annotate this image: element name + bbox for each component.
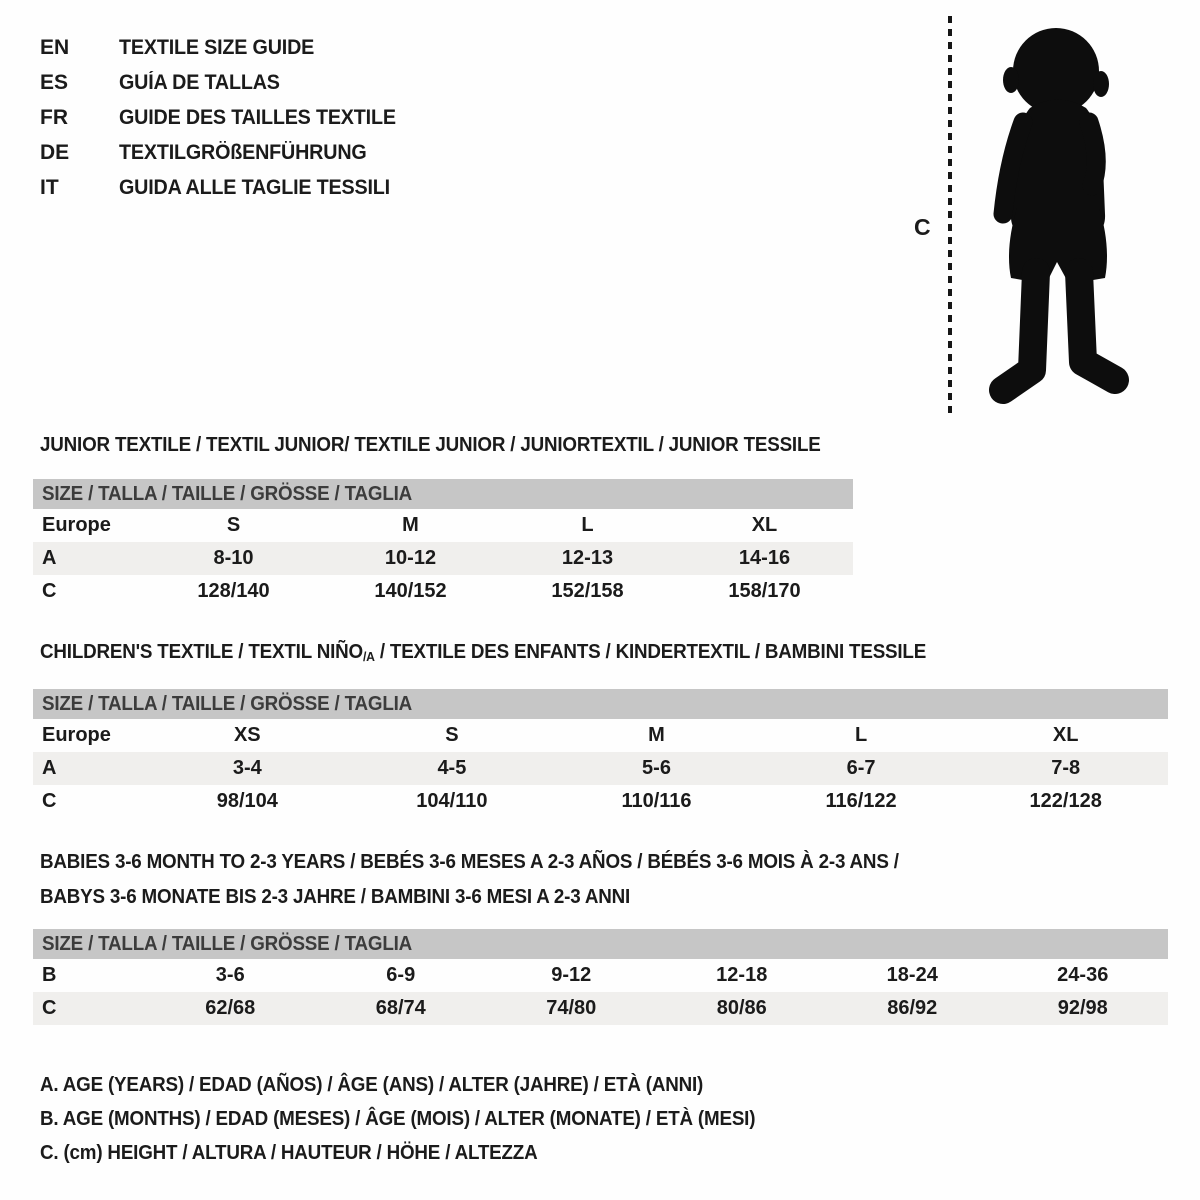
lang-title: TEXTILGRÖßENFÜHRUNG xyxy=(119,140,367,164)
table-cell: 152/158 xyxy=(551,580,624,602)
table-row-c xyxy=(33,785,1168,818)
babies-section-title xyxy=(40,845,954,915)
table-cell: S xyxy=(226,514,241,536)
table-cell: 122/128 xyxy=(1029,790,1102,812)
table-cell: XL xyxy=(751,514,778,536)
table-cell: M xyxy=(402,514,419,536)
table-cell: 3-6 xyxy=(215,964,245,986)
table-cell: 158/170 xyxy=(728,580,801,602)
table-cell: 74/80 xyxy=(546,997,597,1019)
lang-row-en xyxy=(40,30,413,65)
children-title-subscript: /A xyxy=(362,649,375,664)
table-cell: Europe xyxy=(42,514,111,536)
table-row-c xyxy=(33,992,1168,1025)
table-cell: C xyxy=(42,790,57,812)
measurement-legend xyxy=(40,1068,801,1170)
height-measure-dashed-line xyxy=(948,16,952,418)
lang-title: GUIDE DES TAILLES TEXTILE xyxy=(119,105,396,129)
table-cell: C xyxy=(42,580,57,602)
table-cell: L xyxy=(581,514,594,536)
table-cell: 128/140 xyxy=(197,580,270,602)
size-header-bar xyxy=(33,479,853,509)
legend-line-a: A. AGE (YEARS) / EDAD (AÑOS) / ÂGE (ANS) / ALTER (JAHRE) / ETÀ (ANNI) xyxy=(40,1074,704,1096)
table-cell: 6-9 xyxy=(386,964,416,986)
lang-code: FR xyxy=(40,105,68,129)
lang-code: DE xyxy=(40,140,70,164)
junior-size-table xyxy=(33,479,853,608)
children-section-title xyxy=(40,641,983,664)
children-title-pre: CHILDREN'S TEXTILE / TEXTIL NIÑO xyxy=(40,641,363,663)
lang-title: GUÍA DE TALLAS xyxy=(119,70,280,94)
table-cell: 116/122 xyxy=(825,790,897,812)
lang-title: TEXTILE SIZE GUIDE xyxy=(119,35,315,59)
table-row-europe xyxy=(33,719,1168,752)
table-cell: M xyxy=(648,724,665,746)
table-cell: Europe xyxy=(42,724,111,746)
size-header-text: SIZE / TALLA / TAILLE / GRÖSSE / TAGLIA xyxy=(42,482,413,505)
table-row-b xyxy=(33,959,1168,992)
lang-row-es xyxy=(40,65,413,100)
babies-size-table xyxy=(33,929,1168,1025)
table-row-a xyxy=(33,542,853,575)
lang-code: EN xyxy=(40,35,70,59)
table-row-c xyxy=(33,575,853,608)
legend-line-b: B. AGE (MONTHS) / EDAD (MESES) / ÂGE (MOIS) / ALTER (MONATE) / ETÀ (MESI) xyxy=(40,1108,756,1130)
children-size-table xyxy=(33,689,1168,818)
table-cell: 104/110 xyxy=(416,790,488,812)
table-cell: 7-8 xyxy=(1051,757,1081,779)
table-cell: 3-4 xyxy=(232,757,262,779)
lang-title: GUIDA ALLE TAGLIE TESSILI xyxy=(119,175,390,199)
table-cell: 18-24 xyxy=(886,964,938,986)
table-cell: 110/116 xyxy=(621,790,692,812)
size-header-text: SIZE / TALLA / TAILLE / GRÖSSE / TAGLIA xyxy=(42,692,413,715)
table-cell: B xyxy=(42,964,57,986)
table-cell: 92/98 xyxy=(1057,997,1108,1019)
table-cell: XL xyxy=(1052,724,1079,746)
table-cell: 8-10 xyxy=(213,547,254,569)
table-cell: 12-13 xyxy=(561,547,614,569)
table-row-a xyxy=(33,752,1168,785)
babies-title-line2: BABYS 3-6 MONATE BIS 2-3 JAHRE / BAMBINI 3-6 MESI A 2-3 ANNI xyxy=(40,886,631,908)
table-cell: S xyxy=(445,724,459,746)
lang-code: IT xyxy=(40,175,59,199)
size-header-text: SIZE / TALLA / TAILLE / GRÖSSE / TAGLIA xyxy=(42,932,413,955)
legend-line-c: C. (cm) HEIGHT / ALTURA / HAUTEUR / HÖHE / ALTEZZA xyxy=(40,1142,538,1164)
lang-row-fr xyxy=(40,100,413,135)
table-cell: L xyxy=(854,724,868,746)
table-cell: 24-36 xyxy=(1057,964,1109,986)
children-title-post: / TEXTILE DES ENFANTS / KINDERTEXTIL / BAMBINI TESSILE xyxy=(374,641,927,663)
junior-section-title xyxy=(40,434,870,457)
table-cell: C xyxy=(42,997,57,1019)
table-cell: 5-6 xyxy=(642,757,671,779)
table-cell: 86/92 xyxy=(887,997,938,1019)
babies-title-line1: BABIES 3-6 MONTH TO 2-3 YEARS / BEBÉS 3-6 MESES A 2-3 AÑOS / BÉBÉS 3-6 MOIS À 2-3 ANS / xyxy=(40,851,899,873)
lang-row-de xyxy=(40,135,413,170)
size-header-bar xyxy=(33,689,1168,719)
table-cell: 4-5 xyxy=(437,757,467,779)
height-measure-label: C xyxy=(914,214,931,240)
table-row-europe xyxy=(33,509,853,542)
table-cell: 10-12 xyxy=(384,547,437,569)
toddler-silhouette-icon xyxy=(966,14,1140,420)
table-cell: 80/86 xyxy=(716,997,767,1019)
table-cell: 140/152 xyxy=(374,580,447,602)
junior-section-title-text: JUNIOR TEXTILE / TEXTIL JUNIOR/ TEXTILE JUNIOR / JUNIORTEXTIL / JUNIOR TESSILE xyxy=(40,434,821,456)
table-cell: 68/74 xyxy=(375,997,426,1019)
children-section-title-text xyxy=(40,641,926,664)
table-cell: 14-16 xyxy=(738,547,791,569)
table-cell: 98/104 xyxy=(216,790,278,812)
language-title-list xyxy=(40,30,413,205)
table-cell: 12-18 xyxy=(716,964,768,986)
table-cell: XS xyxy=(233,724,261,746)
table-cell: A xyxy=(42,547,57,569)
table-cell: 9-12 xyxy=(551,964,592,986)
size-header-bar xyxy=(33,929,1168,959)
table-cell: 6-7 xyxy=(846,757,876,779)
table-cell: 62/68 xyxy=(205,997,256,1019)
lang-code: ES xyxy=(40,70,69,94)
lang-row-it xyxy=(40,170,413,205)
table-cell: A xyxy=(42,757,57,779)
